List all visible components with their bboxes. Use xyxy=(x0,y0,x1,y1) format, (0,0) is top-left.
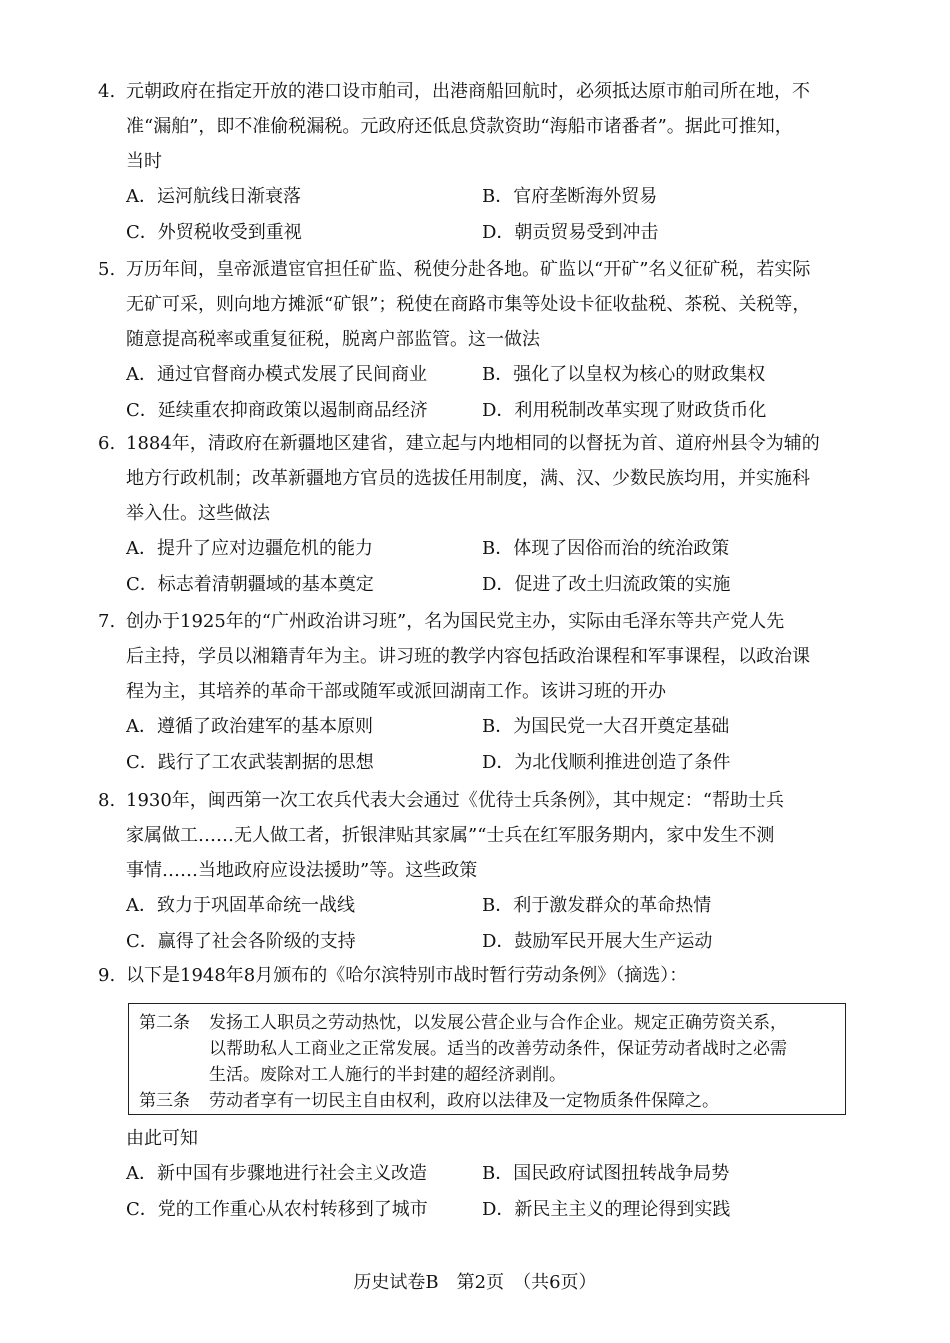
option-d: D．鼓励军民开展大生产运动 xyxy=(482,931,713,952)
options-row xyxy=(98,215,868,251)
page-footer: 历史试卷B 第2页 （共6页） xyxy=(353,1272,597,1293)
question-stem: 6. 1884年，清政府在新疆地区建省，建立起与内地相同的以督抚为首、道府州县令为辅的 地方行政机制；改革新疆地方官员的选拔任用制度，满、汉、少数民族均用，并实施科 举入仕。这些做法 xyxy=(98,426,868,531)
article-title: 第三条 xyxy=(139,1091,190,1111)
question-number: 4. xyxy=(98,81,116,102)
option-b: B．官府垄断海外贸易 xyxy=(482,186,658,207)
option-b: B．利于激发群众的革命热情 xyxy=(482,895,712,916)
option-a: A．提升了应对边疆危机的能力 xyxy=(126,538,373,559)
option-d: D．为北伐顺利推进创造了条件 xyxy=(482,752,731,773)
options-row xyxy=(98,1156,868,1192)
options-row xyxy=(98,357,868,393)
options-row xyxy=(98,531,868,567)
question-stem: 9. 以下是1948年8月颁布的《哈尔滨特别市战时暂行劳动条例》（摘选）： xyxy=(98,958,868,993)
option-b: B．强化了以皇权为核心的财政集权 xyxy=(482,364,766,385)
quoted-regulation-box xyxy=(128,1003,846,1115)
options-row xyxy=(98,567,868,603)
article-title: 第二条 xyxy=(139,1013,190,1033)
options-row xyxy=(98,924,868,960)
option-c: C．赢得了社会各阶级的支持 xyxy=(126,931,356,952)
question-9 xyxy=(98,958,868,993)
question-9-prompt: 由此可知 xyxy=(126,1128,198,1149)
question-7 xyxy=(98,604,868,781)
option-d: D．利用税制改革实现了财政货币化 xyxy=(482,400,767,421)
options-row xyxy=(98,179,868,215)
option-b: B．为国民党一大召开奠定基础 xyxy=(482,716,730,737)
option-a: A．新中国有步骤地进行社会主义改造 xyxy=(126,1163,427,1184)
option-d: D．新民主主义的理论得到实践 xyxy=(482,1199,731,1220)
option-c: C．外贸税收受到重视 xyxy=(126,222,302,243)
question-4 xyxy=(98,74,868,251)
question-stem: 8. 1930年，闽西第一次工农兵代表大会通过《优待士兵条例》，其中规定：“帮助士兵 家属做工……无人做工者，折银津贴其家属”“士兵在红军服务期内，家中发生不测 事情……当地政府应设法援助”等。这些政策 xyxy=(98,783,868,888)
question-number: 6. xyxy=(98,433,116,454)
question-number: 9. xyxy=(98,965,116,986)
options-row xyxy=(98,709,868,745)
option-b: B．国民政府试图扭转战争局势 xyxy=(482,1163,730,1184)
option-d: D．促进了改土归流政策的实施 xyxy=(482,574,731,595)
question-stem: 5. 万历年间，皇帝派遣宦官担任矿监、税使分赴各地。矿监以“开矿”名义征矿税，若实际 无矿可采，则向地方摊派“矿银”；税使在商路市集等处设卡征收盐税、茶税、关税等， 随意提高税率或重复征税，脱离户部监管。这一做法 xyxy=(98,252,868,357)
option-c: C．党的工作重心从农村转移到了城市 xyxy=(126,1199,428,1220)
question-6 xyxy=(98,426,868,603)
article-2: 第二条 发扬工人职员之劳动热忱，以发展公营企业与合作企业。规定正确劳资关系， 以帮助私人工商业之正常发展。适当的改善劳动条件，保证劳动者战时之必需 生活。废除对工人施行的半封建的超经济剥削。 xyxy=(139,1010,835,1088)
option-a: A．遵循了政治建军的基本原则 xyxy=(126,716,373,737)
options-row xyxy=(98,888,868,924)
option-c: C．标志着清朝疆域的基本奠定 xyxy=(126,574,374,595)
options-row xyxy=(98,745,868,781)
option-c: C．延续重农抑商政策以遏制商品经济 xyxy=(126,400,428,421)
question-8 xyxy=(98,783,868,960)
question-number: 8. xyxy=(98,790,116,811)
question-stem: 4. 元朝政府在指定开放的港口设市舶司，出港商船回航时，必须抵达原市舶司所在地，不 准“漏舶”，即不准偷税漏税。元政府还低息贷款资助“海船市诸番者”。据此可推知， 当时 xyxy=(98,74,868,179)
question-5 xyxy=(98,252,868,429)
option-b: B．体现了因俗而治的统治政策 xyxy=(482,538,730,559)
option-a: A．致力于巩固革命统一战线 xyxy=(126,895,355,916)
question-number: 5. xyxy=(98,259,116,280)
options-row xyxy=(98,393,868,429)
option-a: A．通过官督商办模式发展了民间商业 xyxy=(126,364,427,385)
option-c: C．践行了工农武装割据的思想 xyxy=(126,752,374,773)
question-number: 7. xyxy=(98,611,116,632)
question-9-options xyxy=(98,1156,868,1228)
option-d: D．朝贡贸易受到冲击 xyxy=(482,222,659,243)
options-row xyxy=(98,1192,868,1228)
question-stem: 7. 创办于1925年的“广州政治讲习班”，名为国民党主办，实际由毛泽东等共产党人先 后主持，学员以湘籍青年为主。讲习班的教学内容包括政治课程和军事课程，以政治课 程为主，其培养的革命干部或随军或派回湖南工作。该讲习班的开办 xyxy=(98,604,868,709)
option-a: A．运河航线日渐衰落 xyxy=(126,186,301,207)
article-3: 第三条 劳动者享有一切民主自由权利，政府以法律及一定物质条件保障之。 xyxy=(139,1088,835,1114)
